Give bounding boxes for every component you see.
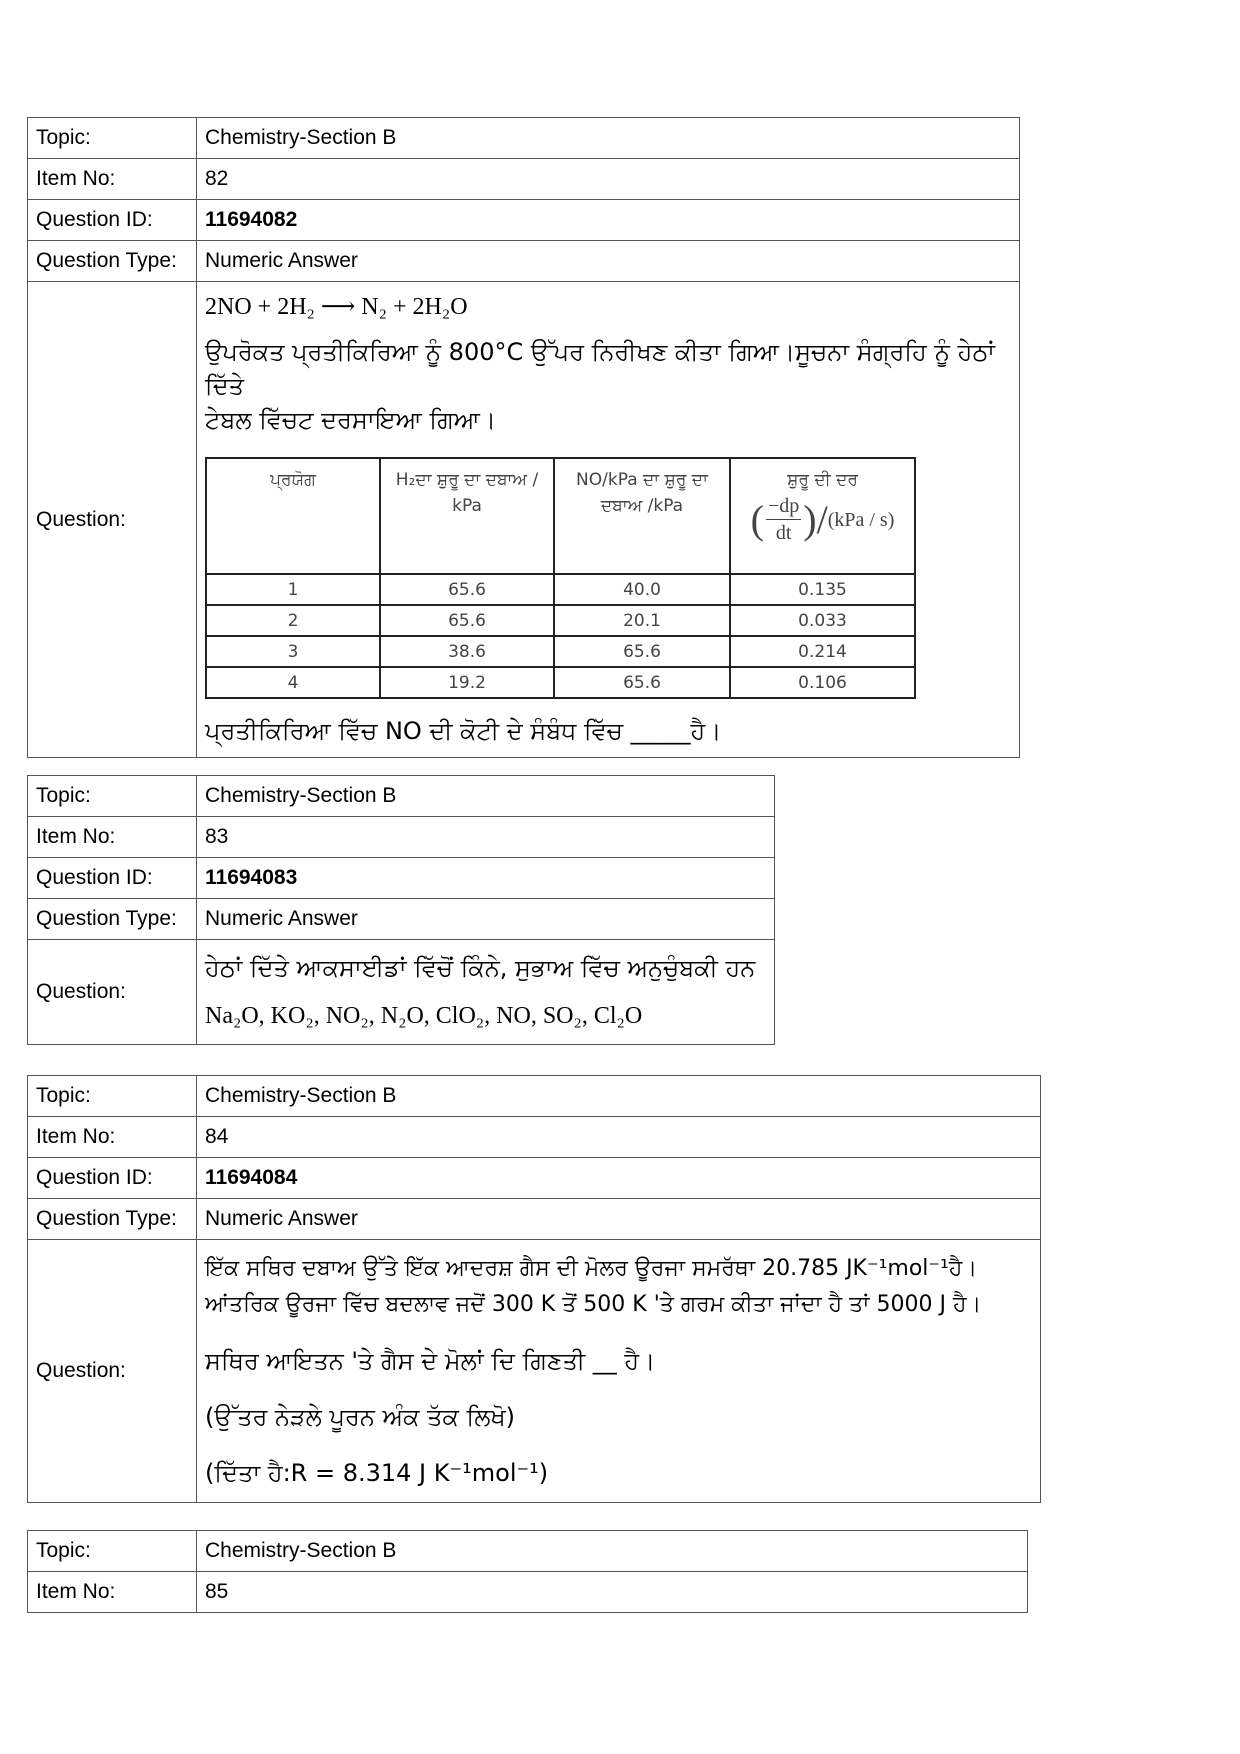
rate-fraction-den: dt xyxy=(775,522,792,544)
question-text-line-3: ਸਥਿਰ ਆਇਤਨ 'ਤੇ ਗੈਸ ਦੇ ਮੋਲਾਂ ਦਿ ਗਿਣਤੀ __ ਹੈ। xyxy=(205,1347,656,1375)
topic-label: Topic: xyxy=(28,1531,197,1572)
item-no-value: 84 xyxy=(197,1117,1041,1158)
reaction-equation: 2NO + 2H₂ ⟶ N₂ + 2H₂O xyxy=(205,294,468,320)
rate-fraction: ( $\frac{-dp}{dt}$ ) / (kPa / s) xyxy=(750,495,895,544)
table-row xyxy=(206,574,915,605)
question-id-value: 11694084 xyxy=(197,1158,1041,1199)
topic-value: Chemistry-Section B xyxy=(197,1531,1028,1572)
topic-label: Topic: xyxy=(28,776,197,817)
question-type-value: Numeric Answer xyxy=(197,1199,1041,1240)
table-cell: 0.135 xyxy=(730,574,915,605)
question-id-value: 11694082 xyxy=(197,200,1020,241)
rate-header-label: ਸ਼ੁਰੂ ਦੀ ਦਰ xyxy=(787,470,858,490)
question-card-82 xyxy=(27,117,1020,758)
rate-data-table xyxy=(205,457,916,699)
question-body xyxy=(197,940,775,1045)
table-header-experiment: ਪ੍ਰਯੋਗ xyxy=(206,458,380,574)
question-body xyxy=(197,1240,1041,1503)
table-cell: 19.2 xyxy=(380,667,554,698)
question-id-label: Question ID: xyxy=(28,858,197,899)
question-card-83 xyxy=(27,775,775,1045)
oxide-list: Na₂O, KO₂, NO₂, N₂O, ClO₂, NO, SO₂, Cl₂O xyxy=(205,1003,643,1029)
table-cell: 65.6 xyxy=(380,574,554,605)
table-cell: 0.214 xyxy=(730,636,915,667)
table-cell: 3 xyxy=(206,636,380,667)
question-type-label: Question Type: xyxy=(28,1199,197,1240)
topic-label: Topic: xyxy=(28,118,197,159)
question-label: Question: xyxy=(28,940,197,1045)
question-type-label: Question Type: xyxy=(28,241,197,282)
table-header-h2-pressure: H₂ਦਾ ਸ਼ੁਰੂ ਦਾ ਦਬਾਅ / kPa xyxy=(380,458,554,574)
question-prompt: ਪ੍ਰਤੀਕਿਰਿਆ ਵਿੱਚ NO ਦੀ ਕੋਟੀ ਦੇ ਸੰਬੰਧ ਵਿੱਚ _____ਹੈ। xyxy=(205,717,722,745)
table-cell: 0.106 xyxy=(730,667,915,698)
table-cell: 38.6 xyxy=(380,636,554,667)
question-text-line-2: ਟੇਬਲ ਵਿੱਚਟ ਦਰਸਾਇਆ ਗਿਆ। xyxy=(205,406,497,434)
table-row xyxy=(206,667,915,698)
question-id-value: 11694083 xyxy=(197,858,775,899)
table-cell: 2 xyxy=(206,605,380,636)
item-no-label: Item No: xyxy=(28,817,197,858)
item-no-value: 82 xyxy=(197,159,1020,200)
topic-value: Chemistry-Section B xyxy=(197,1076,1041,1117)
question-text: ਹੇਠਾਂ ਦਿੱਤੇ ਆਕਸਾਈਡਾਂ ਵਿੱਚੋਂ ਕਿੰਨੇ, ਸੁਭਾਅ ਵਿੱਚ ਅਨੁਚੁੰਬਕੀ ਹਨ xyxy=(205,954,756,982)
table-cell: 65.6 xyxy=(554,667,730,698)
table-cell: 1 xyxy=(206,574,380,605)
question-label: Question: xyxy=(28,282,197,758)
table-row xyxy=(206,636,915,667)
question-card-84 xyxy=(27,1075,1041,1503)
question-type-value: Numeric Answer xyxy=(197,899,775,940)
topic-value: Chemistry-Section B xyxy=(197,118,1020,159)
question-text-line-5: (ਦਿੱਤਾ ਹੈ:R = 8.314 J K⁻¹mol⁻¹) xyxy=(205,1459,549,1487)
table-cell: 65.6 xyxy=(554,636,730,667)
table-cell: 40.0 xyxy=(554,574,730,605)
table-header-no-pressure: NO/kPa ਦਾ ਸ਼ੁਰੂ ਦਾ ਦਬਾਅ /kPa xyxy=(554,458,730,574)
question-text-line-1: ਉਪਰੋਕਤ ਪ੍ਰਤੀਕਿਰਿਆ ਨੂੰ 800°C ਉੱਪਰ ਨਿਰੀਖਣ ਕੀਤਾ ਗਿਆ।ਸੂਚਨਾ ਸੰਗ੍ਰਹਿ ਨੂੰ ਹੇਠਾਂ ਦਿੱਤੇ xyxy=(205,338,995,400)
question-text-line-1: ਇੱਕ ਸਥਿਰ ਦਬਾਅ ਉੱਤੇ ਇੱਕ ਆਦਰਸ਼ ਗੈਸ ਦੀ ਮੋਲਰ ਊਰਜਾ ਸਮਰੱਥਾ 20.785 JK⁻¹mol⁻¹ਹੈ। xyxy=(205,1256,978,1281)
question-id-label: Question ID: xyxy=(28,200,197,241)
item-no-label: Item No: xyxy=(28,1572,197,1613)
item-no-label: Item No: xyxy=(28,159,197,200)
table-cell: 20.1 xyxy=(554,605,730,636)
question-body xyxy=(197,282,1020,758)
question-text-line-2: ਆਂਤਰਿਕ ਊਰਜਾ ਵਿੱਚ ਬਦਲਾਵ ਜਦੋਂ 300 K ਤੋਂ 500 K 'ਤੇ ਗਰਮ ਕੀਤਾ ਜਾਂਦਾ ਹੈ ਤਾਂ 5000 J ਹੈ। xyxy=(205,1292,982,1317)
question-card-85 xyxy=(27,1530,1028,1613)
item-no-value: 83 xyxy=(197,817,775,858)
item-no-label: Item No: xyxy=(28,1117,197,1158)
rate-fraction-num: −dp xyxy=(766,493,801,520)
question-text-line-4: (ਉੱਤਰ ਨੇੜਲੇ ਪੂਰਨ ਅੰਕ ਤੱਕ ਲਿਖੋ) xyxy=(205,1403,516,1431)
question-type-value: Numeric Answer xyxy=(197,241,1020,282)
question-id-label: Question ID: xyxy=(28,1158,197,1199)
rate-fraction-unit: (kPa / s) xyxy=(827,508,895,531)
table-header-initial-rate xyxy=(730,458,915,574)
topic-value: Chemistry-Section B xyxy=(197,776,775,817)
table-row xyxy=(206,605,915,636)
item-no-value: 85 xyxy=(197,1572,1028,1613)
question-label: Question: xyxy=(28,1240,197,1503)
table-cell: 0.033 xyxy=(730,605,915,636)
question-type-label: Question Type: xyxy=(28,899,197,940)
table-cell: 65.6 xyxy=(380,605,554,636)
table-cell: 4 xyxy=(206,667,380,698)
topic-label: Topic: xyxy=(28,1076,197,1117)
